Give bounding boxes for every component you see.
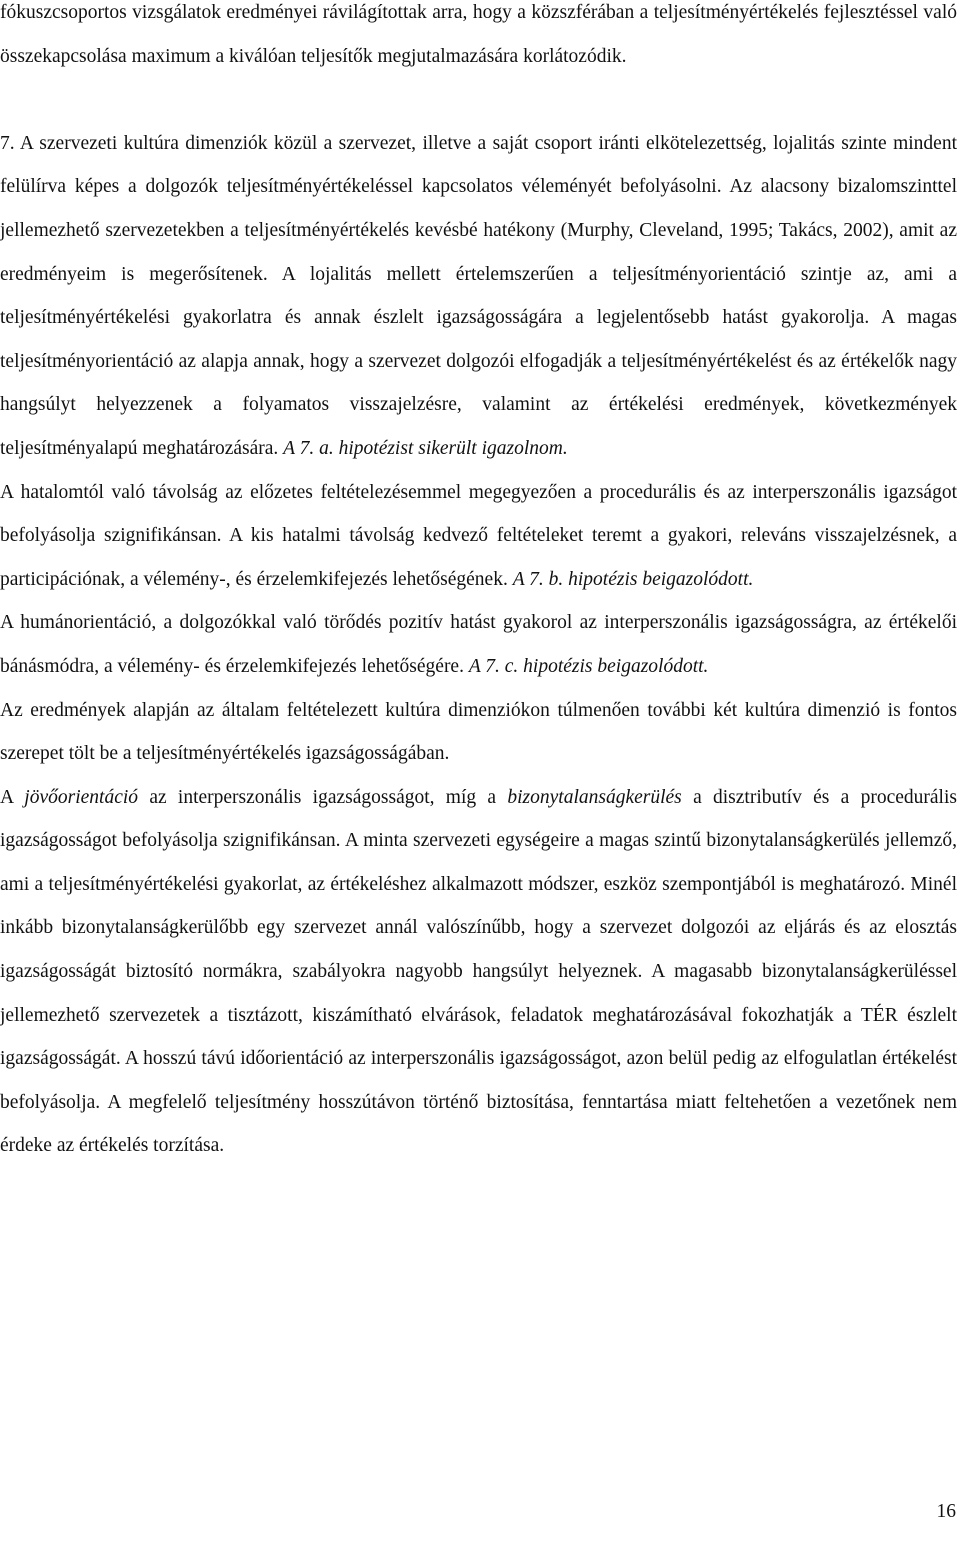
paragraph-text: az interperszonális igazságosságot, míg a: [138, 786, 508, 808]
paragraph-text: A: [0, 786, 25, 808]
paragraph-hypothesis-7a: [0, 122, 957, 471]
hypothesis-conclusion-7b: A 7. b. hipotézis beigazolódott.: [512, 568, 754, 590]
paragraph-text: a disztributív és a procedurális igazságosságot befolyásolja szignifikánsan. A minta szervezeti egységeire a magas szintű bizonytalanságkerülés jellemző, ami a teljesítményértékelési gyakorlat, az értékeléshez alkalmazott módszer, eszköz szempontjából is meghatározó. Minél inkább bizonytalanságkerülőbb egy szervezet annál valószínűbb, hogy a szervezet dolgozói az eljárás és az elosztás igazságosságát biztosító normákra, szabályokra nagyobb hangsúlyt helyeznek. A magasabb bizonytalanságkerüléssel jellemezhető szervezetek a tisztázott, kiszámítható elvárások, feladatok meghatározásával fokozhatják a TÉR észlelt igazságosságát. A hosszú távú időorientáció az interperszonális igazságosságot, azon belül pedig az elfogulatlan értékelést befolyásolja. A megfelelő teljesítmény hosszútávon történő biztosítása, fenntartása miatt feltehetően a vezetőnek nem érdeke az értékelés torzítása.: [0, 786, 957, 1157]
page-number: 16: [936, 1501, 956, 1522]
term-future-orientation: jövőorientáció: [24, 786, 139, 808]
paragraph-text: 7. A szervezeti kultúra dimenziók közül a szervezet, illetve a saját csoport iránti elkötelezettség, lojalitás szinte mindent felülírva képes a dolgozók teljesítményértékeléssel kapcsolatos véleményét befolyásolni. Az alacsony bizalomszinttel jellemezhető szervezetekben a teljesítményértékelés kevésbé hatékony (Murphy, Cleveland, 1995; Takács, 2002), amit az eredményeim is megerősítenek. A lojalitás mellett értelemszerűen a teljesítményorientáció szintje az, ami a teljesítményértékelési gyakorlatra és annak észlelt igazságosságára a legjelentősebb hatást gyakorolja. A magas teljesítményorientáció az alapja annak, hogy a szervezet dolgozói elfogadják a teljesítményértékelést és az értékelők nagy hangsúlyt helyezzenek a folyamatos visszajelzésre, valamint az értékelési eredmények, következmények teljesítményalapú meghatározására.: [0, 132, 957, 459]
paragraph-text: A humánorientáció, a dolgozókkal való törődés pozitív hatást gyakorol az interperszonális igazságosságra, az értékelői bánásmódra, a vélemény- és érzelemkifejezés lehetőségére.: [0, 612, 957, 677]
hypothesis-conclusion-7a: A 7. a. hipotézist sikerült igazolnom.: [283, 437, 568, 459]
paragraph-hypothesis-7b: [0, 471, 957, 602]
paragraph-focus-groups: fókuszcsoportos vizsgálatok eredményei rávilágítottak arra, hogy a közszférában a teljesítményértékelés fejlesztéssel való összekapcsolása maximum a kiválóan teljesítők megjutalmazására korlátozódik.: [0, 2, 957, 67]
paragraph-text: A hatalomtól való távolság az előzetes feltételezésemmel megegyezően a procedurális és az interperszonális igazságot befolyásolja szignifikánsan. A kis hatalmi távolság kedvező feltételeket teremt a gyakori, releváns visszajelzésnek, a participációnak, a vélemény-, és érzelemkifejezés lehetőségének.: [0, 481, 957, 590]
hypothesis-conclusion-7c: A 7. c. hipotézis beigazolódott.: [468, 655, 709, 677]
paragraph-hypothesis-7c: [0, 601, 957, 688]
paragraph-future-orientation: [0, 776, 957, 1168]
term-uncertainty-avoidance: bizonytalanságkerülés: [507, 786, 682, 808]
paragraph-additional-dimensions: Az eredmények alapján az általam feltételezett kultúra dimenziókon túlmenően további két kultúra dimenzió is fontos szerepet tölt be a teljesítményértékelés igazságosságában.: [0, 699, 957, 765]
paragraph-spacer: [0, 78, 957, 122]
